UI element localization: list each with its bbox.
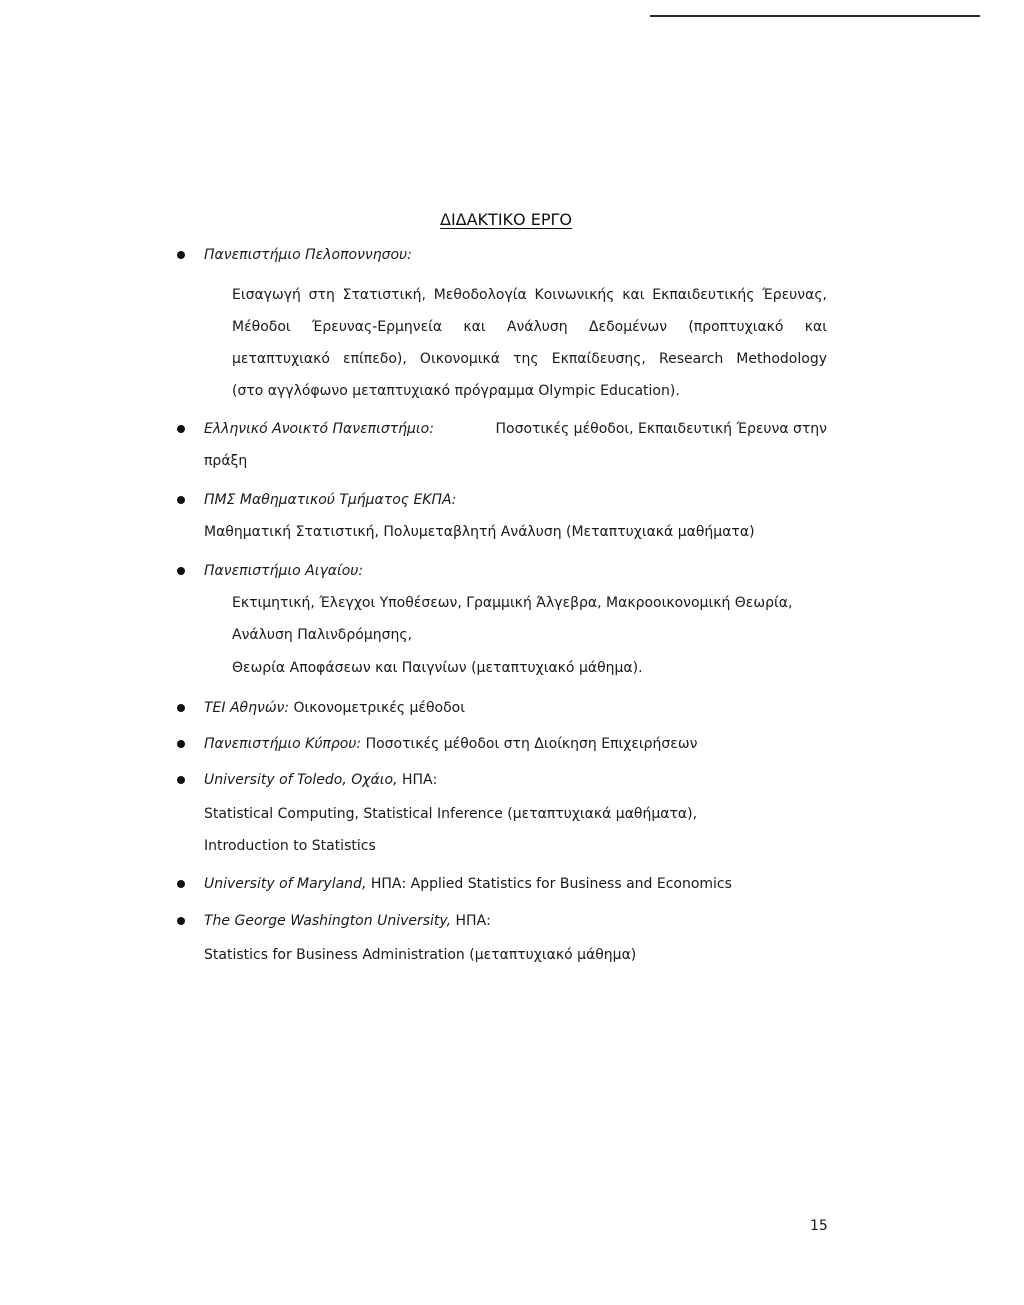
institution-name: Πανεπιστήμιο Πελοποννησου: bbox=[204, 247, 412, 263]
course-inline: Ποσοτικές μέθοδοι, Εκπαιδευτική Έρευνα στην bbox=[495, 421, 827, 437]
course-line: Μαθηματική Στατιστική, Πολυμεταβλητή Ανάλυση (Μεταπτυχιακά μαθήματα) bbox=[204, 524, 755, 540]
course-line: Εκτιμητική, Έλεγχοι Υποθέσεων, Γραμμική Άλγεβρα, Μακροοικονομική Θεωρία, bbox=[232, 595, 793, 611]
institution-name: ΠΜΣ Μαθηματικού Τμήματος ΕΚΠΑ: bbox=[204, 492, 457, 508]
page-number: 15 bbox=[810, 1218, 828, 1234]
top-rule bbox=[650, 15, 980, 17]
course-line: πράξη bbox=[204, 453, 248, 469]
bullet-icon bbox=[177, 496, 185, 504]
bullet-icon bbox=[177, 425, 185, 433]
bullet-icon bbox=[177, 776, 185, 784]
entry-heading-line bbox=[204, 770, 437, 790]
course-inline: Οικονομετρικές μέθοδοι bbox=[293, 700, 465, 716]
bullet-icon bbox=[177, 880, 185, 888]
entry-heading-line bbox=[204, 734, 697, 754]
bullet-icon bbox=[177, 251, 185, 259]
course-line: Statistical Computing, Statistical Inference (μεταπτυχιακά μαθήματα), bbox=[204, 806, 698, 822]
institution-name: University of Toledo, Οχάιο, bbox=[204, 772, 398, 788]
course-line: Εισαγωγή στη Στατιστική, Μεθοδολογία Κοινωνικής και Εκπαιδευτικής Έρευνας, bbox=[232, 287, 827, 303]
course-inline: Ποσοτικές μέθοδοι στη Διοίκηση Επιχειρήσεων bbox=[365, 736, 698, 752]
course-line: (στο αγγλόφωνο μεταπτυχιακό πρόγραμμα Olympic Education). bbox=[232, 383, 680, 399]
institution-name: The George Washington University, bbox=[204, 913, 452, 929]
course-line: Introduction to Statistics bbox=[204, 838, 376, 854]
course-inline: ΗΠΑ: Applied Statistics for Business and Economics bbox=[370, 876, 732, 892]
institution-name: ΤΕΙ Αθηνών: bbox=[204, 700, 290, 716]
bullet-icon bbox=[177, 740, 185, 748]
course-line: Θεωρία Αποφάσεων και Παιγνίων (μεταπτυχιακό μάθημα). bbox=[232, 660, 643, 676]
page-title: ΔΙΔΑΚΤΙΚΟ ΕΡΓΟ bbox=[440, 210, 572, 229]
course-line: Statistics for Business Administration (μεταπτυχιακό μάθημα) bbox=[204, 947, 637, 963]
institution-name: Ελληνικό Ανοικτό Πανεπιστήμιο: bbox=[204, 421, 434, 437]
entry-heading-line bbox=[204, 698, 465, 718]
institution-name: University of Maryland, bbox=[204, 876, 367, 892]
entry-heading-line bbox=[204, 911, 491, 931]
course-inline: ΗΠΑ: bbox=[402, 772, 438, 788]
course-inline: ΗΠΑ: bbox=[455, 913, 491, 929]
course-line: Ανάλυση Παλινδρόμησης, bbox=[232, 627, 413, 643]
course-line: μεταπτυχιακό επίπεδο), Οικονομικά της Εκπαίδευσης, Research Methodology bbox=[232, 351, 827, 367]
bullet-icon bbox=[177, 567, 185, 575]
bullet-icon bbox=[177, 704, 185, 712]
entry-heading-line bbox=[204, 874, 732, 894]
course-line: Μέθοδοι Έρευνας-Ερμηνεία και Ανάλυση Δεδομένων (προπτυχιακό και bbox=[232, 319, 827, 335]
entry-heading-line bbox=[204, 419, 827, 439]
institution-name: Πανεπιστήμιο Κύπρου: bbox=[204, 736, 362, 752]
institution-name: Πανεπιστήμιο Αιγαίου: bbox=[204, 563, 364, 579]
bullet-icon bbox=[177, 917, 185, 925]
